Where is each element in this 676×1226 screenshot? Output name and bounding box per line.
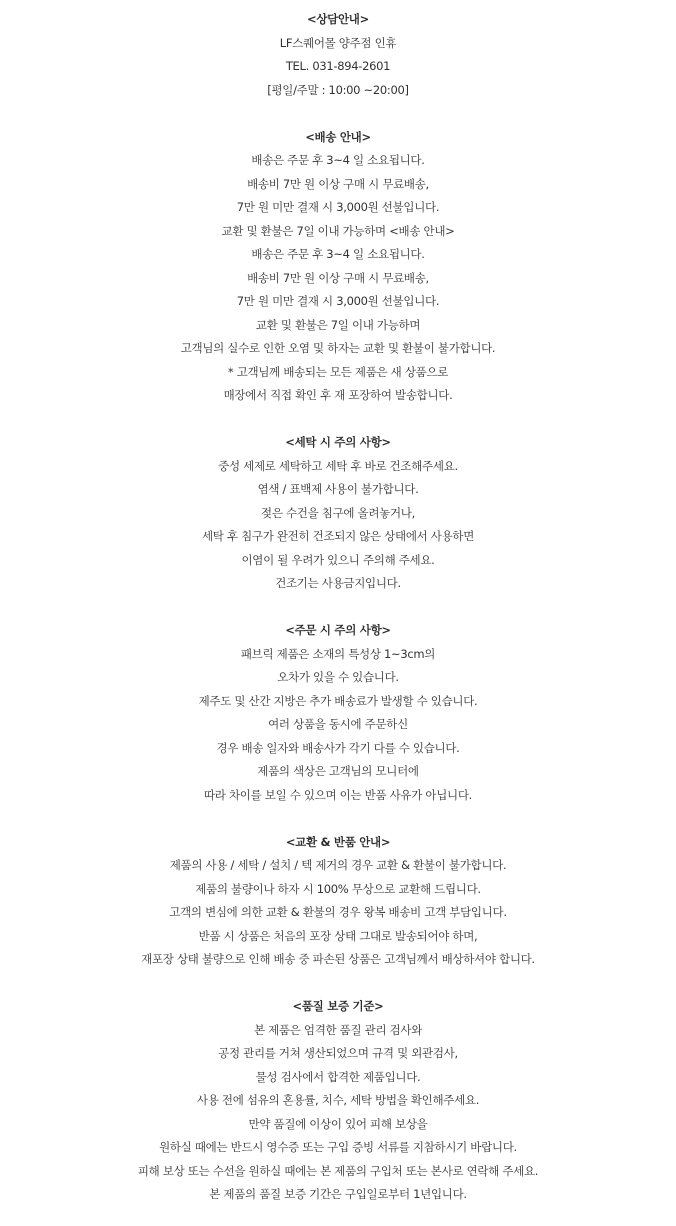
text-line: 피해 보상 또는 수선을 원하실 때에는 본 제품의 구입처 또는 본사로 연락해 주세요.	[137, 1163, 539, 1178]
text-line: 교환 및 환불은 7일 이내 가능하며 <배송 안내>	[221, 223, 455, 238]
text-line: 사용 전에 섬유의 혼용률, 치수, 세탁 방법을 확인해주세요.	[196, 1093, 480, 1107]
text-line: 여러 상품을 동시에 주문하신	[268, 717, 408, 731]
text-line: 만약 품질에 이상이 있어 피해 보상을	[248, 1116, 428, 1131]
text-line: 패브릭 제품은 소재의 특성상 1~3cm의	[240, 646, 436, 661]
text-line: 배송비 7만 원 이상 구매 시 무료배송,	[247, 270, 429, 285]
text-line: 따라 차이를 보일 수 있으며 이는 반품 사유가 아닙니다.	[204, 787, 472, 802]
text-line: 배송비 7만 원 이상 구매 시 무료배송,	[247, 176, 429, 191]
text-line: 7만 원 미만 결재 시 3,000원 선불입니다.	[236, 200, 440, 214]
text-line: 재포장 상태 불량으로 인해 배송 중 파손된 상품은 고객님께서 배상하셔야 합니다.	[141, 952, 535, 966]
text-line: 원하실 때에는 반드시 영수증 또는 구입 증빙 서류를 지참하시기 바랍니다.	[159, 1140, 517, 1154]
text-line: 경우 배송 일자와 배송사가 각기 다를 수 있습니다.	[216, 740, 460, 755]
text-line: 고객의 변심에 의한 교환 & 환불의 경우 왕복 배송비 고객 부담입니다.	[169, 905, 507, 919]
text-line: 제품의 사용 / 세탁 / 설치 / 텍 제거의 경우 교환 & 환불이 불가합니다.	[169, 858, 507, 872]
text-line: * 고객님께 배송되는 모든 제품은 새 상품으로	[227, 364, 449, 379]
section-heading: <배송 안내>	[305, 129, 371, 144]
text-line: 중성 세제로 세탁하고 세탁 후 바로 건조해주세요.	[218, 458, 458, 473]
text-line: 건조기는 사용금지입니다.	[275, 576, 401, 590]
text-line: 제주도 및 산간 지방은 추가 배송료가 발생할 수 있습니다.	[198, 693, 478, 708]
text-line: 배송은 주문 후 3~4 일 소요됩니다.	[251, 247, 425, 261]
text-line: 7만 원 미만 결재 시 3,000원 선불입니다.	[236, 294, 440, 308]
text-line: 반품 시 상품은 처음의 포장 상태 그대로 발송되어야 하며,	[198, 928, 478, 943]
text-line: 본 제품은 엄격한 품질 관리 검사와	[253, 1022, 423, 1037]
text-line: 고객님의 실수로 인한 오염 및 하자는 교환 및 환불이 불가합니다.	[180, 341, 496, 355]
section-quality-guarantee	[0, 995, 676, 1207]
text-line: 염색 / 표백제 사용이 불가합니다.	[257, 482, 419, 496]
text-line: 오차가 있을 수 있습니다.	[277, 670, 399, 684]
text-line: 매장에서 직접 확인 후 재 포장하여 발송합니다.	[223, 388, 453, 402]
text-line: 배송은 주문 후 3~4 일 소요됩니다.	[251, 153, 425, 167]
text-line: 제품의 색상은 고객님의 모니터에	[257, 764, 419, 778]
section-heading: <교환 & 반품 안내>	[285, 834, 391, 849]
section-consultation	[0, 8, 676, 102]
section-heading: <주문 시 주의 사항>	[285, 623, 391, 637]
section-heading: <품질 보증 기준>	[292, 999, 384, 1013]
text-line: 본 제품의 품질 보증 기간은 구입일로부터 1년입니다.	[209, 1187, 467, 1201]
text-line: 세탁 후 침구가 완전히 건조되지 않은 상태에서 사용하면	[201, 529, 475, 543]
business-hours: [평일/주말 : 10:00 ~20:00]	[267, 82, 409, 97]
text-line: 공정 관리를 거쳐 생산되었으며 규격 및 외관검사,	[218, 1046, 458, 1060]
phone-number: TEL. 031-894-2601	[285, 59, 391, 73]
text-line: 이염이 될 우려가 있으니 주의해 주세요.	[241, 552, 435, 567]
text-line: 젖은 수건을 침구에 올려놓거나,	[261, 505, 415, 520]
text-line: 물성 검사에서 합격한 제품입니다.	[255, 1069, 421, 1084]
section-shipping	[0, 126, 676, 408]
section-heading: <세탁 시 주의 사항>	[285, 435, 391, 449]
text-line: 교환 및 환불은 7일 이내 가능하며	[255, 317, 421, 332]
section-order-caution	[0, 619, 676, 807]
text-line: 제품의 불량이나 하자 시 100% 무상으로 교환해 드립니다.	[195, 881, 481, 896]
section-exchange-return	[0, 831, 676, 972]
section-heading: <상담안내>	[307, 12, 369, 26]
text-line: LF스퀘어몰 양주점 인휴	[279, 35, 397, 50]
section-washing-caution	[0, 431, 676, 596]
